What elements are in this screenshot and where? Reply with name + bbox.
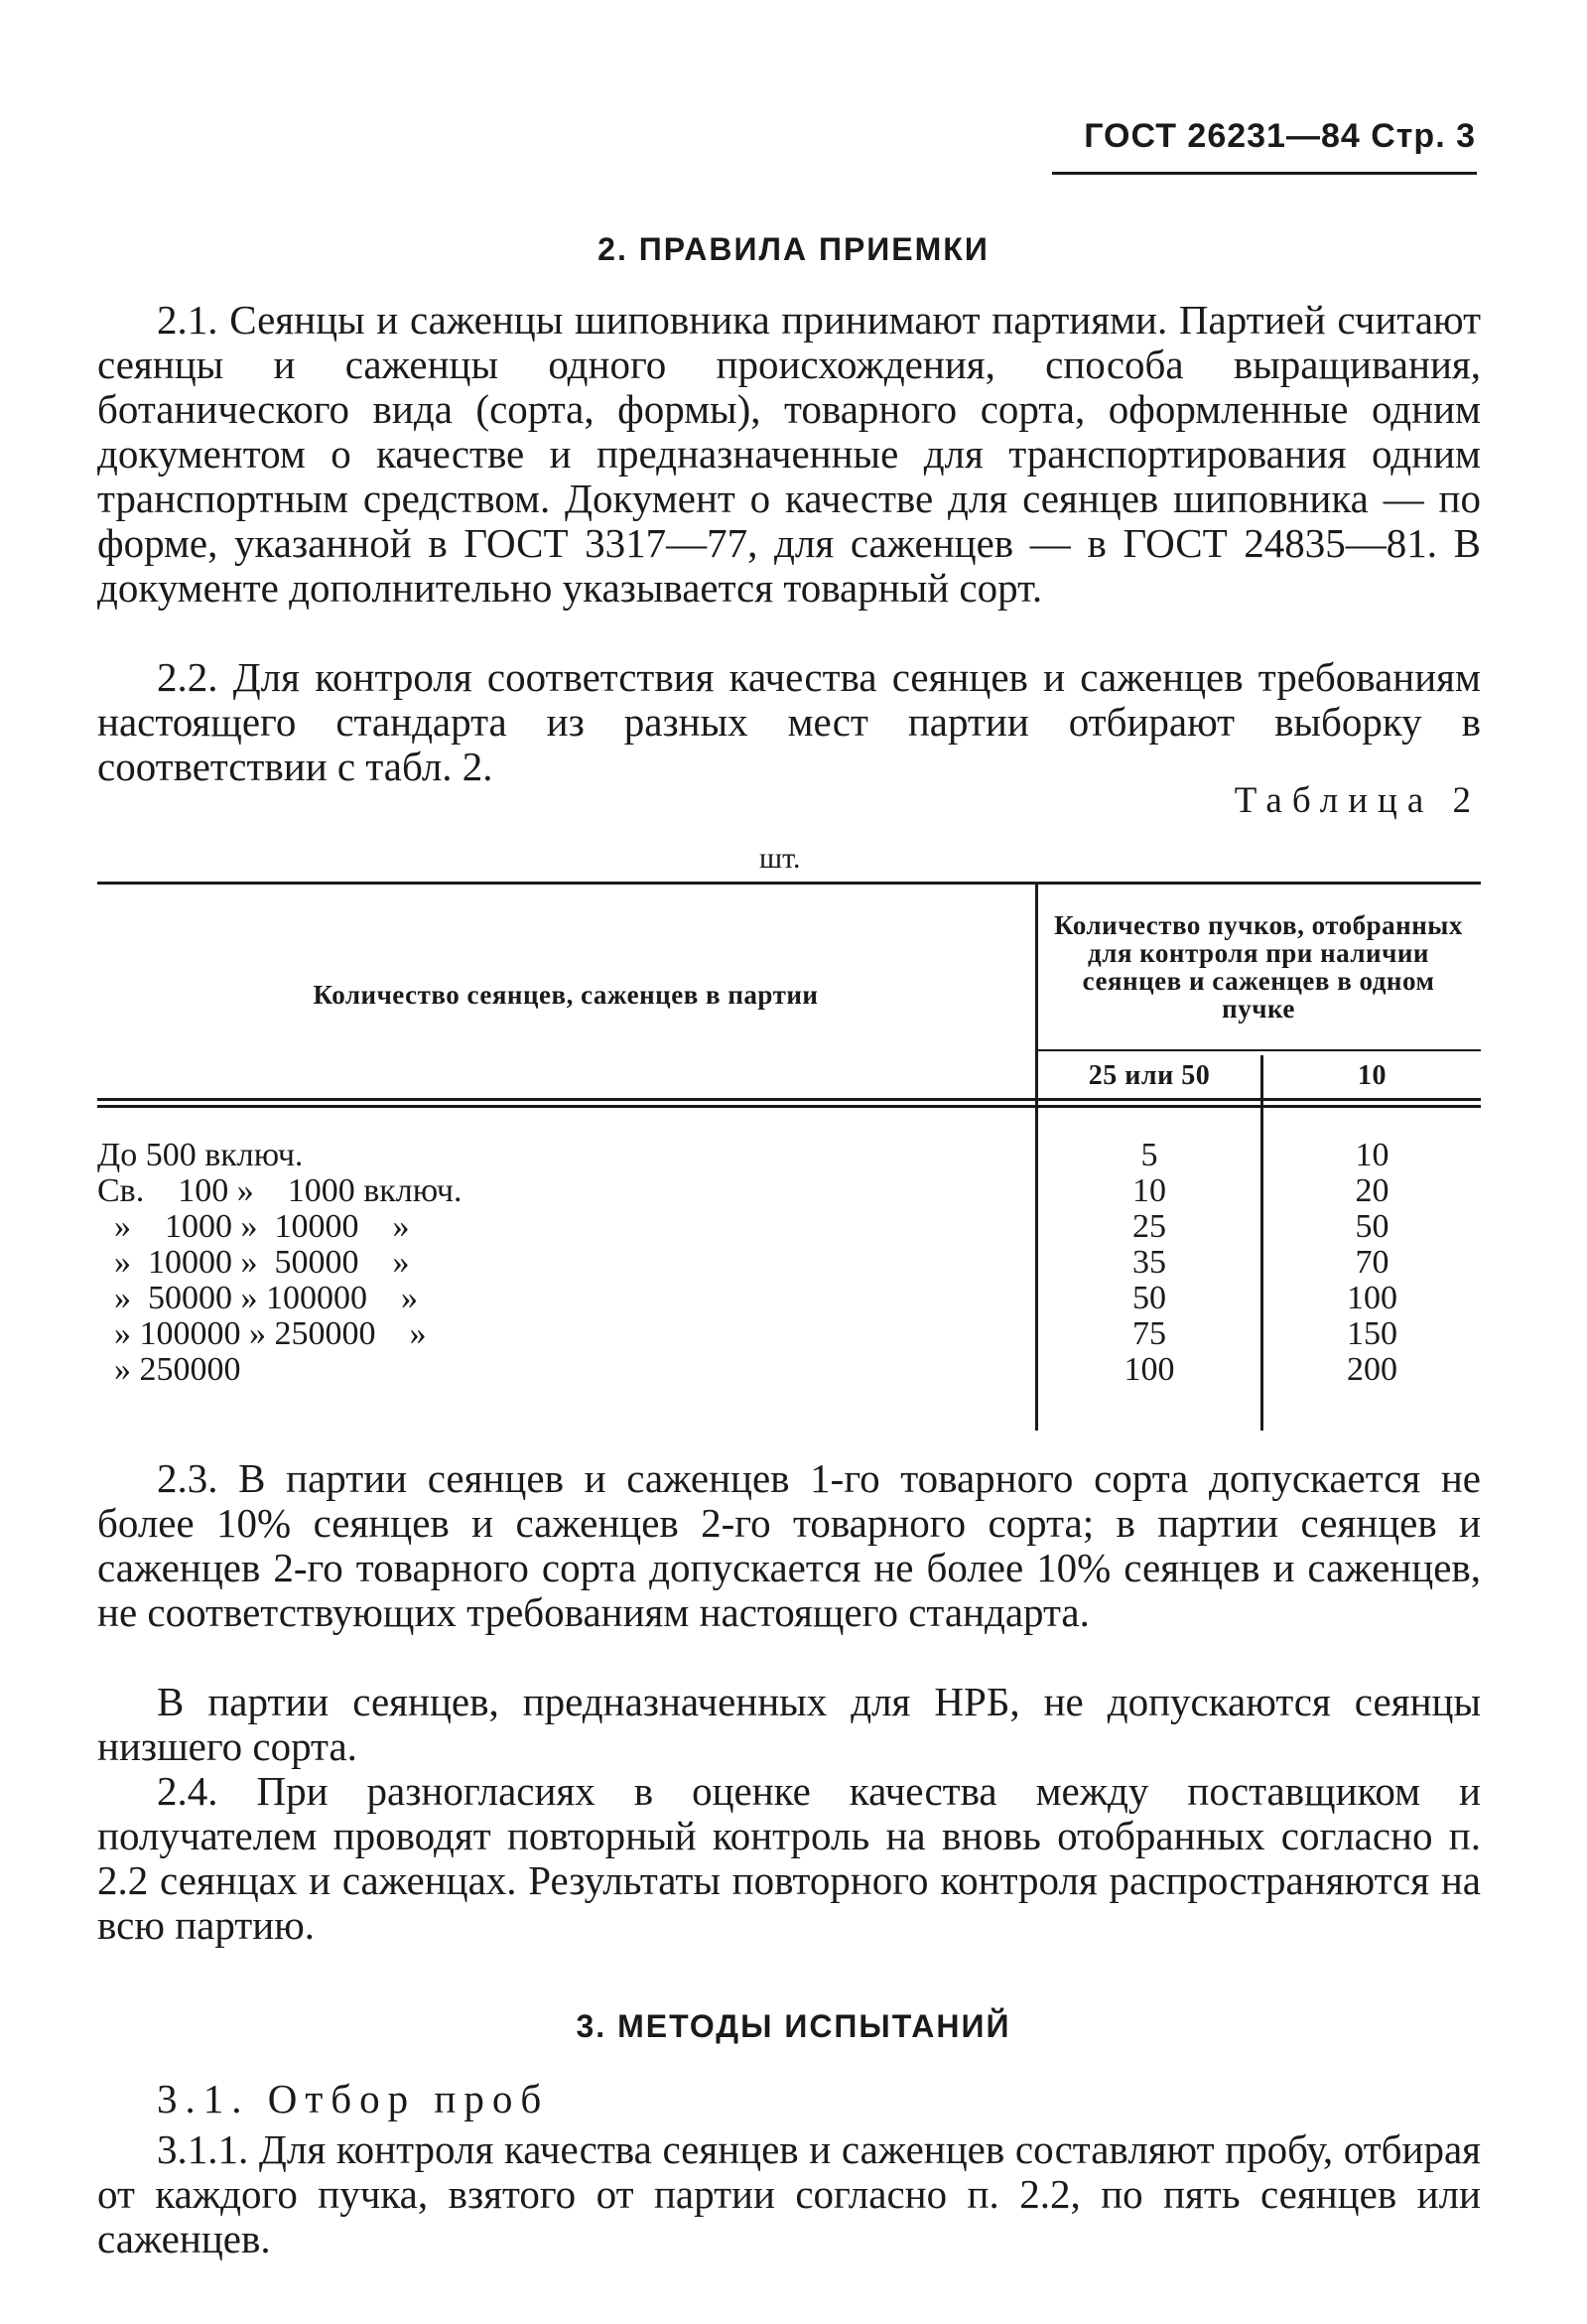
section-2-title: 2. ПРАВИЛА ПРИЕМКИ [597,231,990,267]
section-3-title: 3. МЕТОДЫ ИСПЫТАНИЙ [576,2008,1011,2044]
running-header: ГОСТ 26231—84 Стр. 3 [1084,117,1476,155]
table-header-rule-2 [97,1105,1481,1108]
header-rule [1052,172,1477,175]
table-cell-b: 20 [1355,1172,1389,1209]
subcol-header-10: 10 [1358,1060,1387,1091]
paragraph-3-1: 3.1. Отбор проб [157,2076,550,2121]
table-top-rule [97,882,1481,885]
paragraph-2-4: 2.4. При разногласиях в оценке качества между поставщиком и получателем проводят повторный контроль на вновь отобранных согласно п. 2.2 сеянцах и саженцах. Результаты повторного контроля распространяются на всю партию. [97,1768,1481,1948]
table-cell-a: 5 [1140,1137,1158,1173]
subcol-header-25-50: 25 или 50 [1088,1060,1211,1091]
paragraph-2-3: 2.3. В партии сеянцев и саженцев 1-го товарного сорта допускается не более 10% сеянцев и саженцев 2-го товарного сорта; в партии сеянцев и саженцев 2-го товарного сорта допускается не более 10% сеянцев и саженцев, не соответствующих требованиям настоящего стандарта. [97,1455,1481,1635]
table-cell-a: 25 [1132,1208,1166,1245]
paragraph-2-1: 2.1. Сеянцы и саженцы шиповника принимают партиями. Партией считают сеянцы и саженцы одного происхождения, способа выращивания, ботанического вида (сорта, формы), товарного сорта, оформленные одним документом о качестве и предназначенные для транспортирования одним транспортным средством. Документ о качестве для сеянцев шиповника — по форме, указанной в ГОСТ 3317—77, для саженцев — в ГОСТ 24835—81. В документе дополнительно указывается товарный сорт. [97,297,1481,611]
table-row-label: » 50000 » 100000 » [97,1280,418,1316]
table-row-label: » 1000 » 10000 » [97,1208,410,1245]
table-unit: шт. [759,842,801,875]
paragraph-3-1-1: 3.1.1. Для контроля качества сеянцев и саженцев составляют пробу, отбирая от каждого пучка, взятого от партии согласно п. 2.2, по пять сеянцев или саженцев. [97,2126,1481,2261]
table-cell-a: 100 [1124,1351,1175,1388]
table-row-label: » 100000 » 250000 » [97,1315,427,1352]
table-cell-b: 150 [1347,1315,1397,1352]
table-cell-a: 75 [1132,1315,1166,1352]
table-cell-a: 50 [1132,1280,1166,1316]
table-cell-b: 70 [1355,1244,1389,1281]
table-cell-b: 100 [1347,1280,1397,1316]
table-row-label: Св. 100 » 1000 включ. [97,1172,463,1209]
table-cell-b: 50 [1355,1208,1389,1245]
table-caption: Таблица 2 [1234,780,1481,821]
table-row-label: » 250000 [97,1351,241,1388]
paragraph-2-2: 2.2. Для контроля соответствия качества сеянцев и саженцев требованиям настоящего стандарта из разных мест партии отбирают выборку в соответствии с табл. 2. [97,654,1481,789]
paragraph-2-3-b: В партии сеянцев, предназначенных для НРБ, не допускаются сеянцы низшего сорта. [97,1679,1481,1769]
table-row-label: » 10000 » 50000 » [97,1244,410,1281]
table-cell-a: 10 [1132,1172,1166,1209]
col-header-batch-size: Количество сеянцев, саженцев в партии [313,980,819,1010]
table-cell-b: 10 [1355,1137,1389,1173]
table-row-label: До 500 включ. [97,1137,304,1173]
table-subheader-rule [1035,1049,1481,1051]
table-cell-a: 35 [1132,1244,1166,1281]
table-cell-b: 200 [1347,1351,1397,1388]
col-header-bundles: Количество пучков, отобранных для контроля при наличии сеянцев и саженцев в одном пучке [1054,910,1463,1024]
table-header-rule-1 [97,1098,1481,1101]
